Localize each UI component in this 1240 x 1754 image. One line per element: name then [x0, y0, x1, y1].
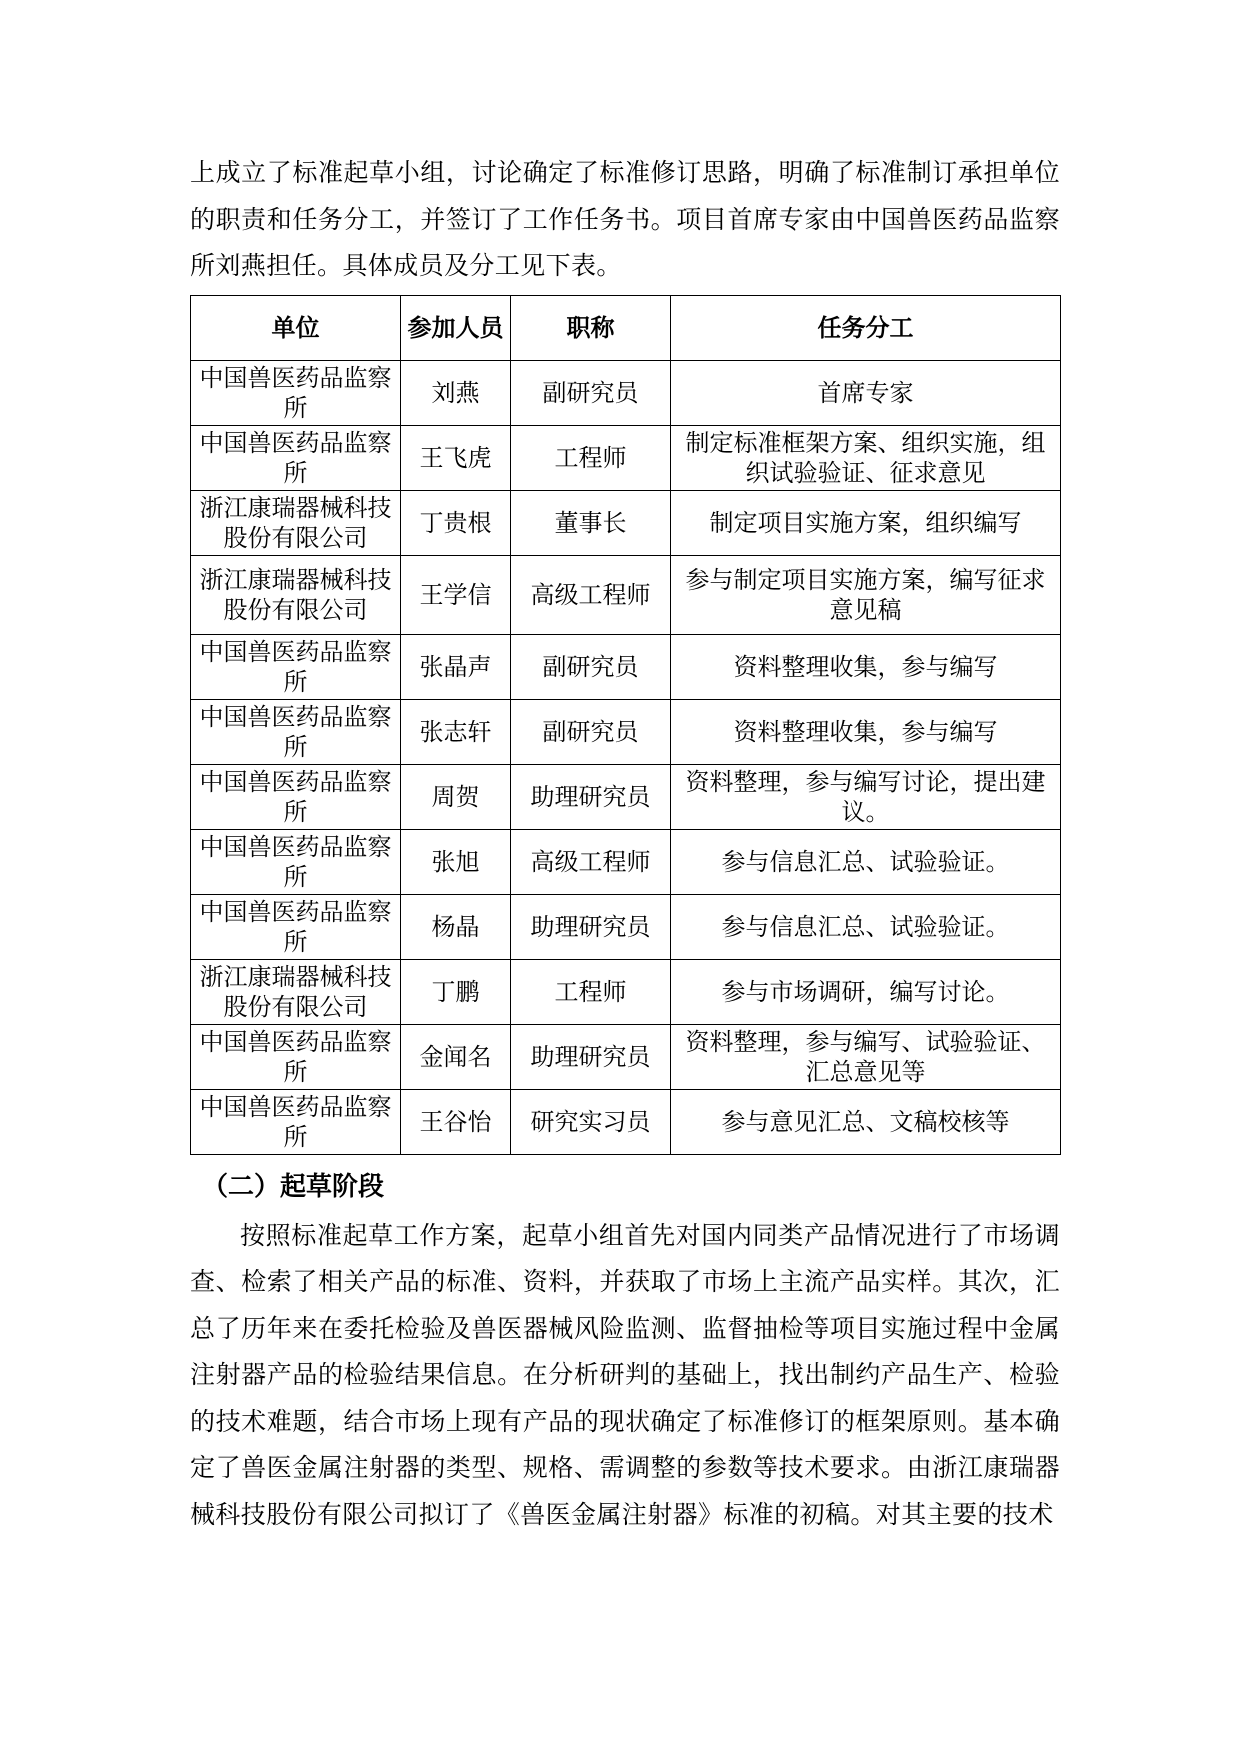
cell-unit: 中国兽医药品监察所	[191, 360, 401, 425]
cell-person: 王飞虎	[401, 425, 511, 490]
header-person: 参加人员	[401, 295, 511, 360]
cell-task: 资料整理，参与编写讨论，提出建议。	[671, 764, 1061, 829]
cell-person: 刘燕	[401, 360, 511, 425]
cell-unit: 浙江康瑞器械科技股份有限公司	[191, 555, 401, 634]
table-row	[191, 894, 1061, 959]
cell-task: 参与信息汇总、试验验证。	[671, 829, 1061, 894]
cell-person: 周贺	[401, 764, 511, 829]
table-row	[191, 699, 1061, 764]
cell-person: 张志轩	[401, 699, 511, 764]
table-row	[191, 360, 1061, 425]
table-row	[191, 490, 1061, 555]
cell-title: 高级工程师	[511, 829, 671, 894]
header-title: 职称	[511, 295, 671, 360]
cell-title: 助理研究员	[511, 1024, 671, 1089]
table-header-row	[191, 295, 1061, 360]
cell-person: 金闻名	[401, 1024, 511, 1089]
cell-title: 副研究员	[511, 634, 671, 699]
table-row	[191, 764, 1061, 829]
header-unit: 单位	[191, 295, 401, 360]
cell-unit: 浙江康瑞器械科技股份有限公司	[191, 959, 401, 1024]
members-table	[190, 295, 1061, 1155]
cell-person: 丁鹏	[401, 959, 511, 1024]
cell-task: 资料整理，参与编写、试验验证、汇总意见等	[671, 1024, 1061, 1089]
table-row	[191, 555, 1061, 634]
cell-unit: 中国兽医药品监察所	[191, 764, 401, 829]
table-row	[191, 959, 1061, 1024]
cell-task: 制定项目实施方案，组织编写	[671, 490, 1061, 555]
cell-title: 助理研究员	[511, 764, 671, 829]
cell-person: 张晶声	[401, 634, 511, 699]
cell-unit: 中国兽医药品监察所	[191, 699, 401, 764]
table-row	[191, 829, 1061, 894]
document-page	[190, 150, 1060, 1538]
cell-task: 制定标准框架方案、组织实施，组织试验验证、征求意见	[671, 425, 1061, 490]
cell-unit: 中国兽医药品监察所	[191, 1089, 401, 1154]
drafting-paragraph: 按照标准起草工作方案，起草小组首先对国内同类产品情况进行了市场调查、检索了相关产品的标准、资料，并获取了市场上主流产品实样。其次，汇总了历年来在委托检验及兽医器械风险监测、监督抽检等项目实施过程中金属注射器产品的检验结果信息。在分析研判的基础上，找出制约产品生产、检验的技术难题，结合市场上现有产品的现状确定了标准修订的框架原则。基本确定了兽医金属注射器的类型、规格、需调整的参数等技术要求。由浙江康瑞器械科技股份有限公司拟订了《兽医金属注射器》标准的初稿。对其主要的技术	[190, 1220, 1060, 1529]
cell-title: 董事长	[511, 490, 671, 555]
cell-unit: 中国兽医药品监察所	[191, 829, 401, 894]
cell-task: 资料整理收集，参与编写	[671, 634, 1061, 699]
cell-task: 参与制定项目实施方案，编写征求意见稿	[671, 555, 1061, 634]
cell-unit: 中国兽医药品监察所	[191, 894, 401, 959]
cell-title: 副研究员	[511, 699, 671, 764]
cell-task: 首席专家	[671, 360, 1061, 425]
cell-task: 参与信息汇总、试验验证。	[671, 894, 1061, 959]
table-row	[191, 634, 1061, 699]
table-row	[191, 1089, 1061, 1154]
intro-paragraph: 上成立了标准起草小组，讨论确定了标准修订思路，明确了标准制订承担单位的职责和任务分工，并签订了工作任务书。项目首席专家由中国兽医药品监察所刘燕担任。具体成员及分工见下表。	[190, 158, 1060, 280]
cell-title: 工程师	[511, 425, 671, 490]
cell-title: 副研究员	[511, 360, 671, 425]
cell-person: 王谷怡	[401, 1089, 511, 1154]
cell-title: 助理研究员	[511, 894, 671, 959]
cell-unit: 中国兽医药品监察所	[191, 634, 401, 699]
cell-unit: 中国兽医药品监察所	[191, 1024, 401, 1089]
cell-person: 杨晶	[401, 894, 511, 959]
table-row	[191, 1024, 1061, 1089]
cell-unit: 浙江康瑞器械科技股份有限公司	[191, 490, 401, 555]
cell-task: 资料整理收集，参与编写	[671, 699, 1061, 764]
cell-person: 张旭	[401, 829, 511, 894]
cell-task: 参与意见汇总、文稿校核等	[671, 1089, 1061, 1154]
cell-task: 参与市场调研，编写讨论。	[671, 959, 1061, 1024]
cell-title: 高级工程师	[511, 555, 671, 634]
cell-person: 王学信	[401, 555, 511, 634]
table-row	[191, 425, 1061, 490]
cell-title: 研究实习员	[511, 1089, 671, 1154]
header-task: 任务分工	[671, 295, 1061, 360]
cell-unit: 中国兽医药品监察所	[191, 425, 401, 490]
cell-title: 工程师	[511, 959, 671, 1024]
section-heading: （二）起草阶段	[202, 1171, 385, 1202]
cell-person: 丁贵根	[401, 490, 511, 555]
